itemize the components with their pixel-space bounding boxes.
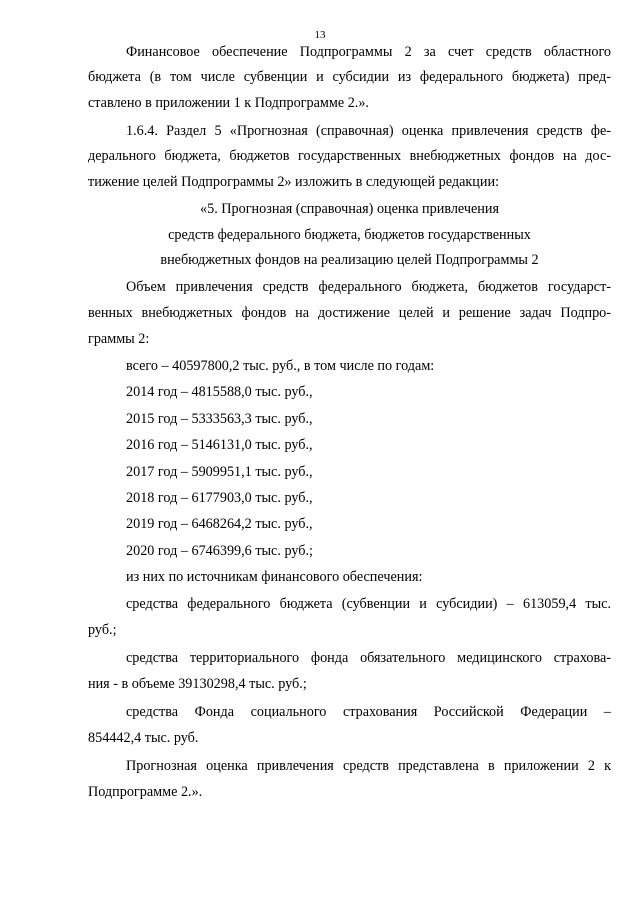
paragraph-line: граммы 2: — [88, 331, 150, 347]
paragraph-line: ния - в объеме 39130298,4 тыс. руб.; — [88, 676, 307, 692]
paragraph-line: Финансовое обеспечение Подпрограммы 2 за счет средств областного — [126, 44, 611, 60]
paragraph-line: Подпрограмме 2.». — [88, 784, 203, 800]
paragraph-line: средства Фонда социального страхования Российской Федерации – — [126, 704, 611, 720]
year-amount-line: 2020 год – 6746399,6 тыс. руб.; — [126, 543, 313, 559]
section-heading-line: внебюджетных фондов на реализацию целей Подпрограммы 2 — [160, 252, 539, 268]
paragraph-line: 854442,4 тыс. руб. — [88, 730, 199, 746]
year-amount-line: 2017 год – 5909951,1 тыс. руб., — [126, 464, 313, 480]
year-amount-line: 2018 год – 6177903,0 тыс. руб., — [126, 490, 313, 506]
year-amount-line: 2019 год – 6468264,2 тыс. руб., — [126, 516, 313, 532]
page-number: 13 — [314, 29, 326, 41]
paragraph-line: 1.6.4. Раздел 5 «Прогнозная (справочная) оценка привлечения средств фе- — [126, 123, 611, 139]
total-line: всего – 40597800,2 тыс. руб., в том числе по годам: — [126, 358, 435, 374]
paragraph-line: руб.; — [88, 622, 117, 638]
paragraph-line: дерального бюджета, бюджетов государственных внебюджетных фондов на дос- — [88, 148, 611, 164]
year-amount-line: 2016 год – 5146131,0 тыс. руб., — [126, 437, 313, 453]
paragraph-line: средства федерального бюджета (субвенции и субсидии) – 613059,4 тыс. — [126, 596, 611, 612]
year-amount-line: 2015 год – 5333563,3 тыс. руб., — [126, 411, 313, 427]
paragraph-line: Прогнозная оценка привлечения средств представлена в приложении 2 к — [126, 758, 611, 774]
section-heading-line: «5. Прогнозная (справочная) оценка привлечения — [200, 201, 499, 217]
paragraph-line: Объем привлечения средств федерального бюджета, бюджетов государст- — [126, 279, 611, 295]
paragraph-line: средства территориального фонда обязательного медицинского страхова- — [126, 650, 611, 666]
paragraph-line: тижение целей Подпрограммы 2» изложить в следующей редакции: — [88, 174, 500, 190]
sources-intro-line: из них по источникам финансового обеспечения: — [126, 569, 423, 585]
paragraph-line: венных внебюджетных фондов на достижение целей и решение задач Подпро- — [88, 305, 611, 321]
year-amount-line: 2014 год – 4815588,0 тыс. руб., — [126, 384, 313, 400]
paragraph-line: бюджета (в том числе субвенции и субсидии из федерального бюджета) пред- — [88, 69, 611, 85]
paragraph-line: ставлено в приложении 1 к Подпрограмме 2.». — [88, 95, 369, 111]
section-heading-line: средств федерального бюджета, бюджетов государственных — [168, 227, 531, 243]
